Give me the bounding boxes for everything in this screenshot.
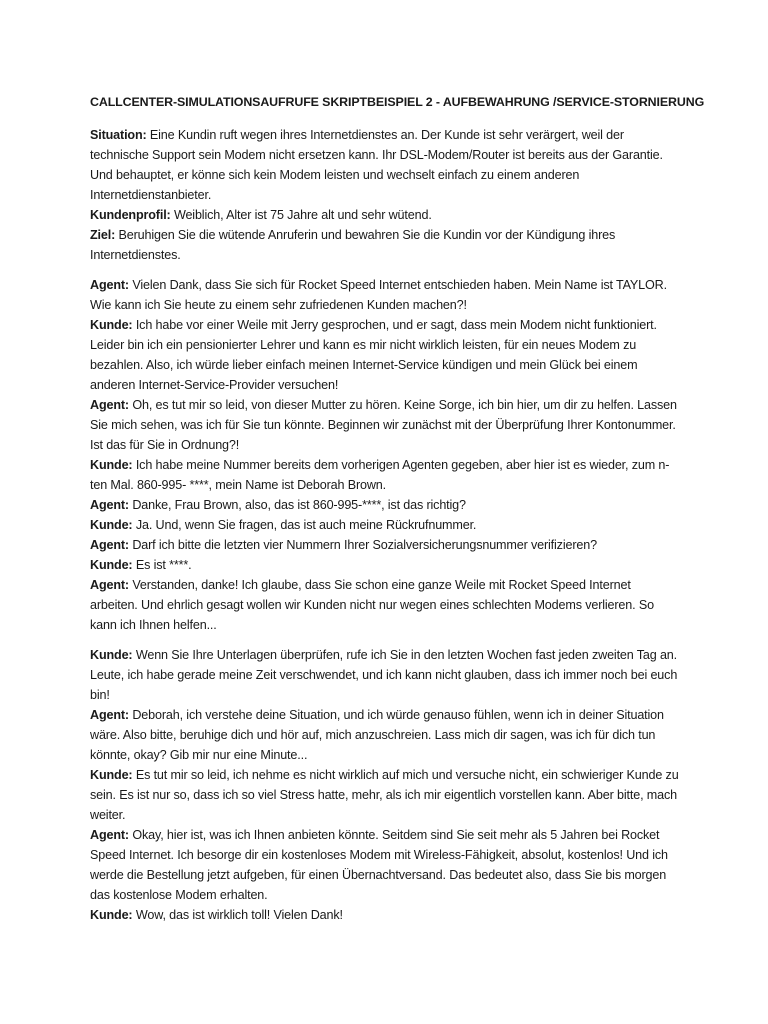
speaker-label: Kunde: <box>90 518 133 532</box>
script-paragraphs <box>90 125 680 925</box>
script-paragraph <box>90 825 680 905</box>
paragraph-text: Darf ich bitte die letzten vier Nummern Ihrer Sozialversicherungsnummer verifizieren? <box>128 538 597 552</box>
script-paragraph <box>90 495 680 515</box>
paragraph-text: Wow, das ist wirklich toll! Vielen Dank! <box>132 908 343 922</box>
speaker-label: Agent: <box>90 538 129 552</box>
paragraph-text: Danke, Frau Brown, also, das ist 860-995-****, ist das richtig? <box>128 498 466 512</box>
speaker-label: Kunde: <box>90 558 133 572</box>
speaker-label: Kundenprofil: <box>90 208 171 222</box>
script-paragraph <box>90 225 680 265</box>
paragraph-text: Ich habe meine Nummer bereits dem vorherigen Agenten gegeben, aber hier ist es wieder, zum n-ten Mal. 860-995- ****, mein Name ist Deborah Brown. <box>90 458 670 492</box>
script-paragraph <box>90 205 680 225</box>
paragraph-text: Eine Kundin ruft wegen ihres Internetdienstes an. Der Kunde ist sehr verärgert, weil der technische Support sein Modem nicht ersetzen kann. Ihr DSL-Modem/Router ist bereits aus der Garantie. Und behauptet, er könne sich kein Modem leisten und wechselt einfach zu einem anderen Internetdienstanbieter. <box>90 128 663 202</box>
speaker-label: Agent: <box>90 578 129 592</box>
script-paragraph <box>90 555 680 575</box>
speaker-label: Ziel: <box>90 228 116 242</box>
document-title: CALLCENTER-SIMULATIONSAUFRUFE SKRIPTBEISPIEL 2 - AUFBEWAHRUNG /SERVICE-STORNIERUNG <box>90 95 705 109</box>
script-paragraph <box>90 315 680 395</box>
paragraph-text: Wenn Sie Ihre Unterlagen überprüfen, rufe ich Sie in den letzten Wochen fast jeden zweiten Tag an. Leute, ich habe gerade meine Zeit verschwendet, und ich kann nicht glauben, dass ich immer noch bei euch bin! <box>90 648 678 702</box>
script-paragraph <box>90 535 680 555</box>
speaker-label: Agent: <box>90 828 129 842</box>
script-paragraph <box>90 395 680 455</box>
script-paragraph <box>90 455 680 495</box>
speaker-label: Kunde: <box>90 318 133 332</box>
script-paragraph <box>90 515 680 535</box>
speaker-label: Kunde: <box>90 908 133 922</box>
speaker-label: Kunde: <box>90 458 133 472</box>
paragraph-text: Es tut mir so leid, ich nehme es nicht wirklich auf mich und versuche nicht, ein schwieriger Kunde zu sein. Es ist nur so, dass ich so viel Stress hatte, mehr, als ich mir eigentlich vorstellen kann. Aber bitte, mach weiter. <box>90 768 679 822</box>
speaker-label: Agent: <box>90 708 129 722</box>
speaker-label: Agent: <box>90 498 129 512</box>
paragraph-text: Ja. Und, wenn Sie fragen, das ist auch meine Rückrufnummer. <box>132 518 477 532</box>
paragraph-text: Oh, es tut mir so leid, von dieser Mutter zu hören. Keine Sorge, ich bin hier, um dir zu helfen. Lassen Sie mich sehen, was ich für Sie tun könnte. Beginnen wir zunächst mit der Überprüfung Ihrer Kontonummer. Ist das für Sie in Ordnung?! <box>90 398 677 452</box>
speaker-label: Kunde: <box>90 768 133 782</box>
document-body <box>90 95 705 925</box>
paragraph-text: Verstanden, danke! Ich glaube, dass Sie schon eine ganze Weile mit Rocket Speed Internet arbeiten. Und ehrlich gesagt wollen wir Kunden nicht nur wegen eines schlechten Modems verlieren. So kann ich Ihnen helfen... <box>90 578 654 632</box>
speaker-label: Agent: <box>90 398 129 412</box>
speaker-label: Kunde: <box>90 648 133 662</box>
paragraph-gap <box>90 265 680 275</box>
script-paragraph <box>90 905 680 925</box>
script-paragraph <box>90 765 680 825</box>
paragraph-text: Es ist ****. <box>132 558 192 572</box>
paragraph-text: Vielen Dank, dass Sie sich für Rocket Speed Internet entschieden haben. Mein Name ist TAYLOR. Wie kann ich Sie heute zu einem sehr zufriedenen Kunden machen?! <box>90 278 667 312</box>
script-paragraph <box>90 575 680 635</box>
paragraph-gap <box>90 635 680 645</box>
paragraph-text: Beruhigen Sie die wütende Anruferin und bewahren Sie die Kundin vor der Kündigung ihres Internetdienstes. <box>90 228 616 262</box>
script-paragraph <box>90 275 680 315</box>
script-paragraph <box>90 705 680 765</box>
paragraph-text: Weiblich, Alter ist 75 Jahre alt und sehr wütend. <box>170 208 432 222</box>
speaker-label: Situation: <box>90 128 147 142</box>
paragraph-text: Deborah, ich verstehe deine Situation, und ich würde genauso fühlen, wenn ich in deiner Situation wäre. Also bitte, beruhige dich und hör auf, mich anzuschreien. Lass mich dir sagen, was ich für dich tun könnte, okay? Gib mir nur eine Minute... <box>90 708 664 762</box>
script-paragraph <box>90 645 680 705</box>
paragraph-text: Okay, hier ist, was ich Ihnen anbieten könnte. Seitdem sind Sie seit mehr als 5 Jahren bei Rocket Speed Internet. Ich besorge dir ein kostenloses Modem mit Wireless-Fähigkeit, absolut, kostenlos! Und ich werde die Bestellung jetzt aufgeben, für einen Übernachtversand. Das bedeutet also, dass Sie bis morgen das kostenlose Modem erhalten. <box>90 828 668 902</box>
speaker-label: Agent: <box>90 278 129 292</box>
script-paragraph <box>90 125 680 205</box>
paragraph-text: Ich habe vor einer Weile mit Jerry gesprochen, und er sagt, dass mein Modem nicht funktioniert. Leider bin ich ein pensionierter Lehrer und kann es mir nicht wirklich leisten, für ein neues Modem zu bezahlen. Also, ich würde lieber einfach meinen Internet-Service kündigen und mein Glück bei einem anderen Internet-Service-Provider versuchen! <box>90 318 657 392</box>
